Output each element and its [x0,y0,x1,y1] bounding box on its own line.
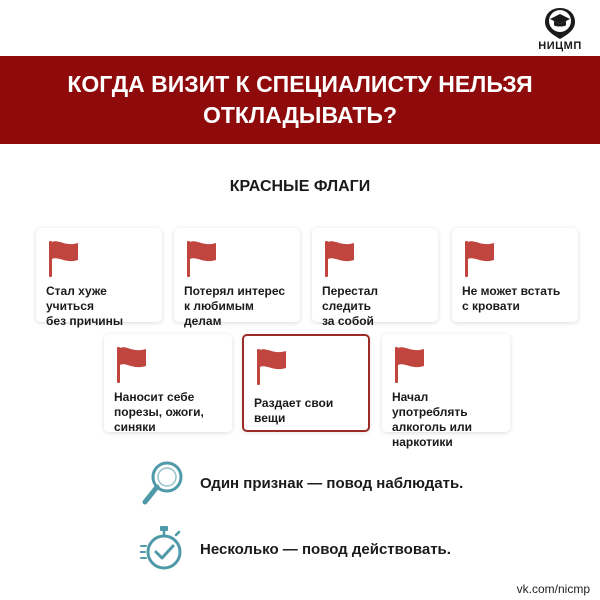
red-flag-icon [46,238,80,278]
section-title: КРАСНЫЕ ФЛАГИ [229,178,371,195]
flag-card-highlighted [242,334,370,432]
card-text: Начал употреблять алкоголь или наркотики [392,390,473,449]
graduation-cap-pin-icon [542,6,578,40]
title-banner [0,56,600,144]
magnifier-icon [140,458,186,508]
flag-card [36,228,162,328]
page-title: КОГДА ВИЗИТ К СПЕЦИАЛИСТУ НЕЛЬЗЯ ОТКЛАДЫВАТЬ? [67,71,533,128]
footer-link: vk.com/nicmp [516,582,590,596]
card-text: Потерял интерес к любимым делам [184,284,286,328]
flag-card [174,228,300,328]
card-text: Раздает свои вещи [254,396,334,425]
sign-text: Один признак — повод наблюдать. [200,474,464,492]
red-flag-icon [114,344,148,384]
flag-card [452,228,578,322]
sign-act [140,524,451,574]
red-flag-icon [184,238,218,278]
card-text: Не может встать с кровати [462,284,561,313]
flag-card [104,334,232,432]
card-text: Наносит себе порезы, ожоги, синяки [114,390,204,434]
logo [530,6,590,54]
stopwatch-check-icon [140,524,186,574]
red-flag-icon [392,344,426,384]
logo-text: НИЦМП [538,40,582,52]
flag-card [312,228,438,328]
red-flag-icon [322,238,356,278]
sign-text: Несколько — повод действовать. [200,540,451,558]
card-text: Перестал следить за собой [322,284,378,328]
red-flag-icon [462,238,496,278]
card-text: Стал хуже учиться без причины [46,284,124,328]
sign-observe [140,458,463,508]
red-flag-icon [254,346,288,386]
flag-card [382,334,510,449]
